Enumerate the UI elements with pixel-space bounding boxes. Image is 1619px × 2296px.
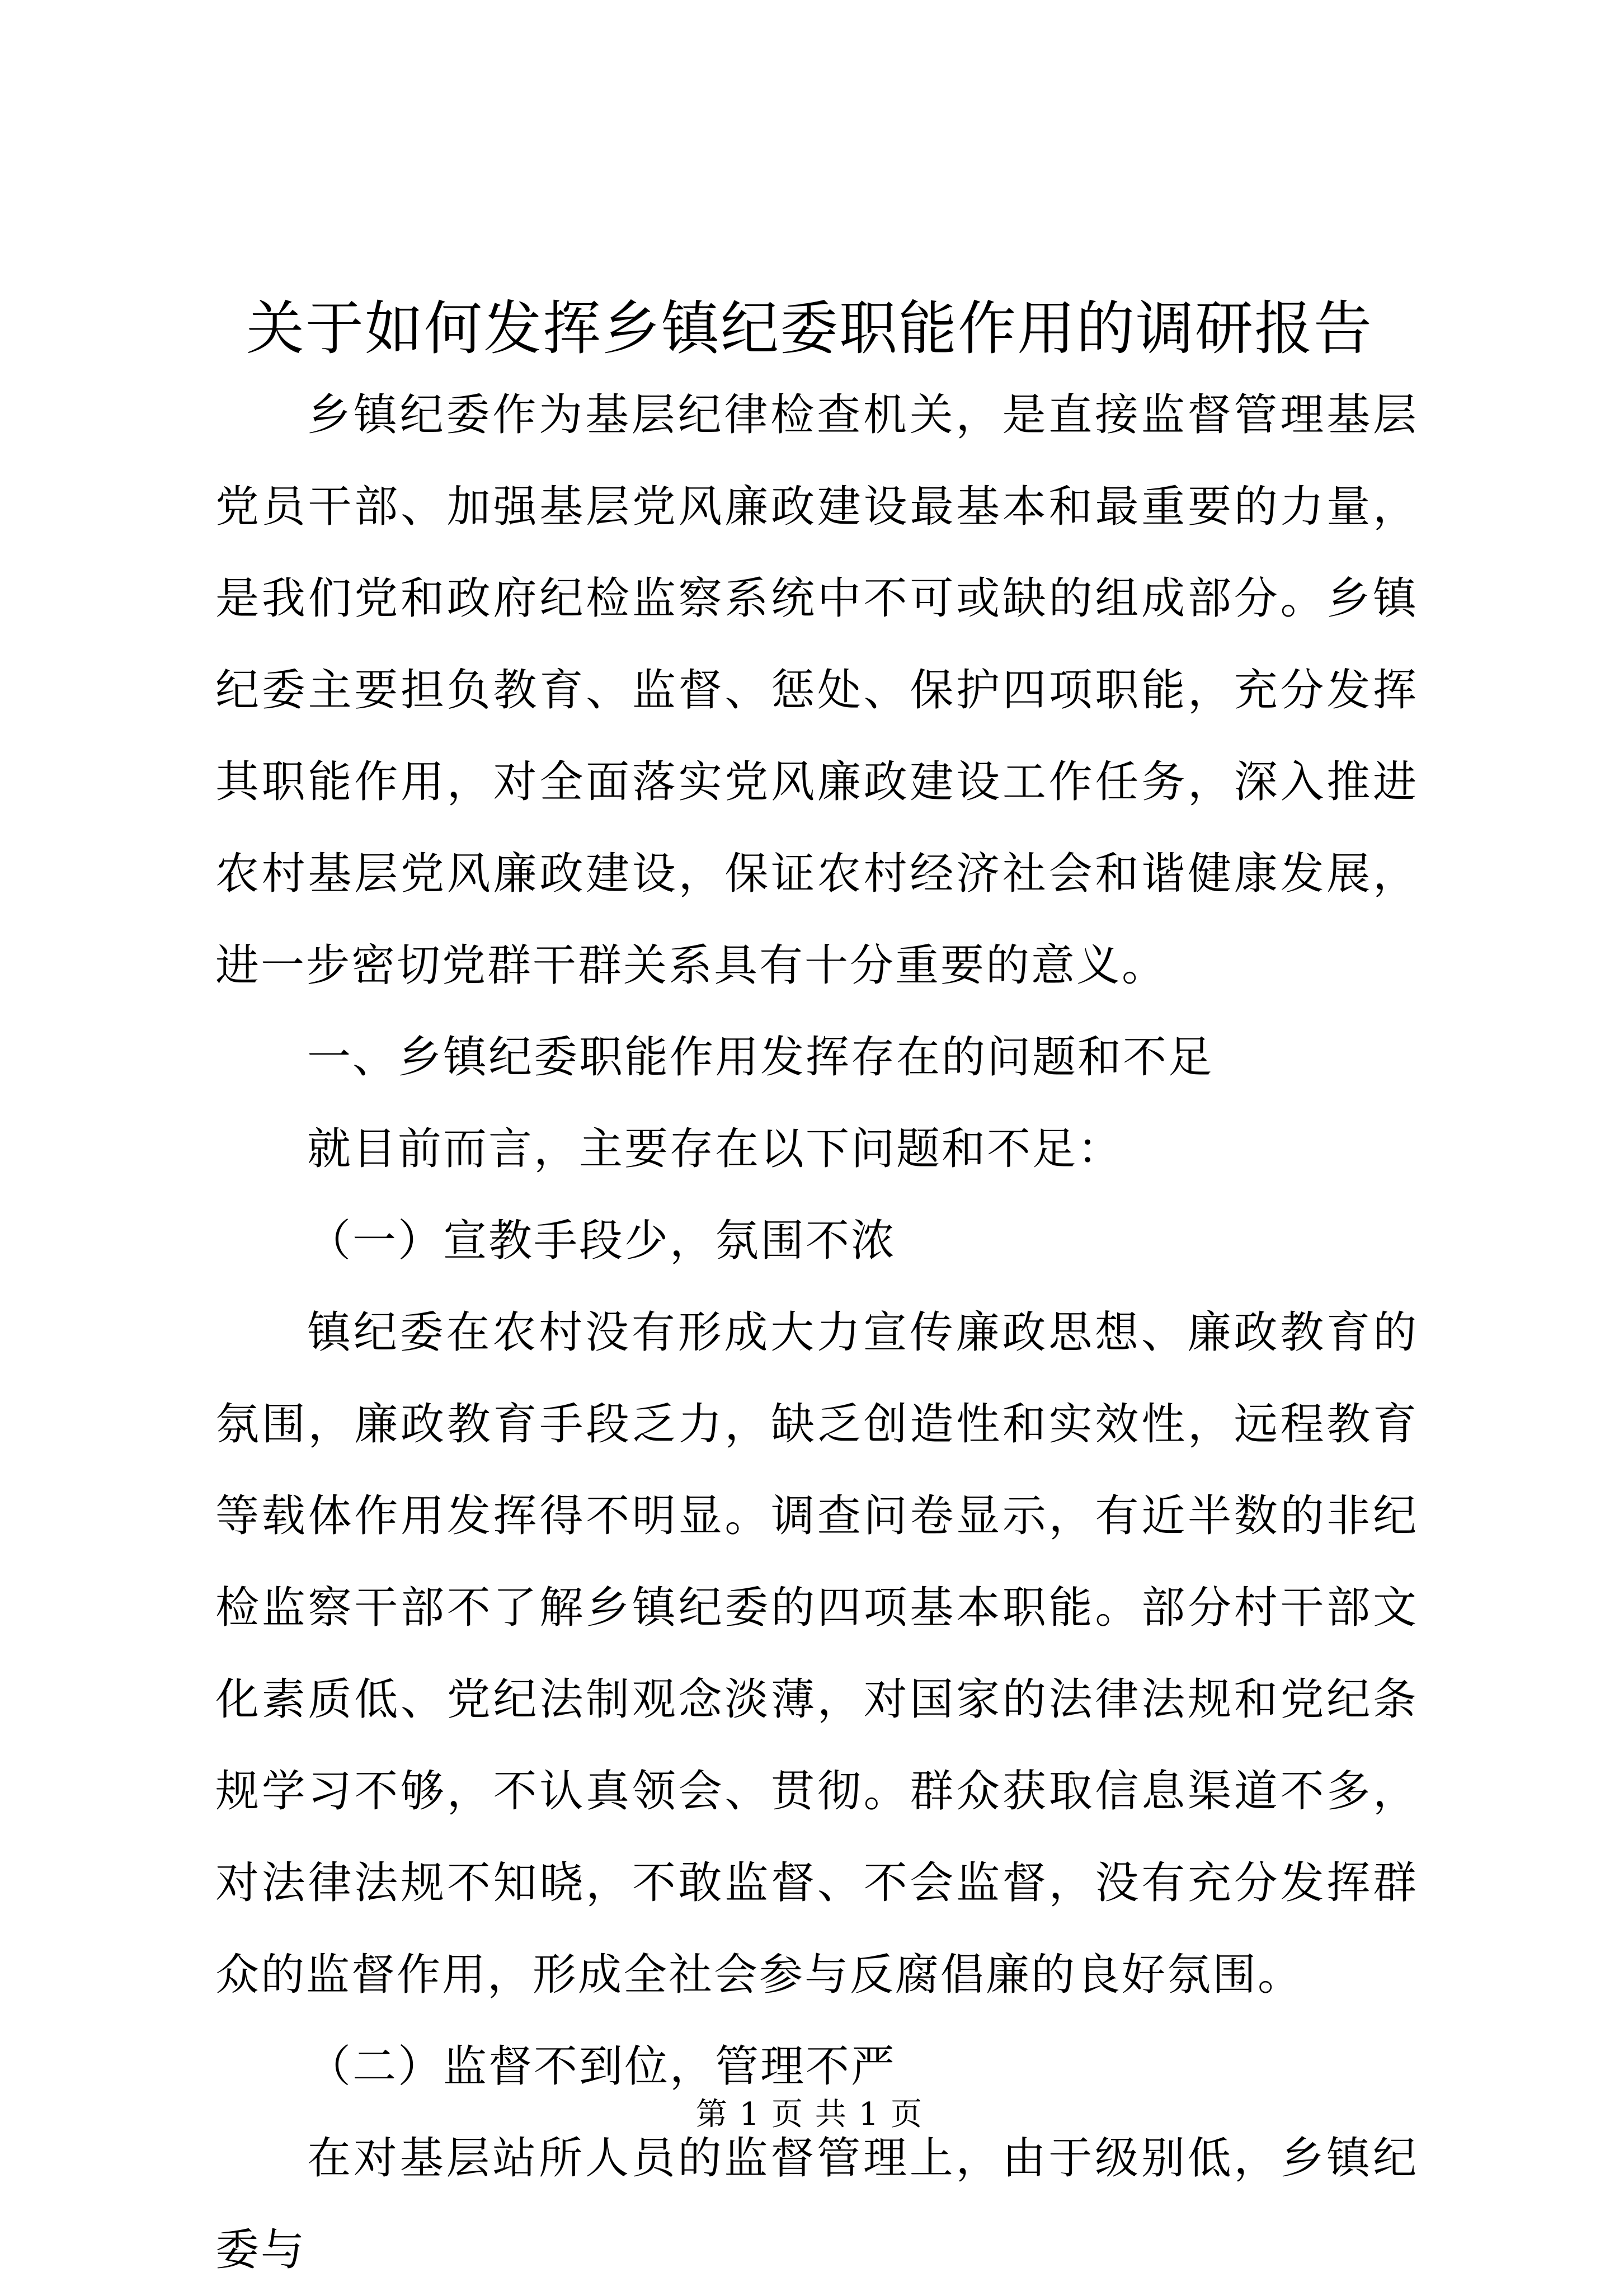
subsection-heading-1: （一）宣教手段少，氛围不浓 [307, 1216, 897, 1266]
page-footer: 第 1 页 共 1 页 [695, 2096, 924, 2133]
section-heading-1: 一、乡镇纪委职能作用发挥存在的问题和不足 [307, 1032, 1214, 1083]
subsection-heading-2: （二）监督不到位，管理不严 [307, 2041, 897, 2092]
paragraph-subsection-2: 在对基层站所人员的监督管理上，由于级别低，乡镇纪委与 [215, 2133, 1418, 2275]
paragraph-summary: 就目前而言，主要存在以下问题和不足： [307, 1124, 1123, 1174]
paragraph-subsection-1: 镇纪委在农村没有形成大力宣传廉政思想、廉政教育的氛围，廉政教育手段乏力，缺乏创造性和实效性，远程教育等载体作用发挥得不明显。调查问卷显示，有近半数的非纪检监察干部不了解乡镇纪委的四项基本职能。部分村干部文化素质低、党纪法制观念淡薄，对国家的法律法规和党纪条规学习不够，不认真领会、贯彻。群众获取信息渠道不多，对法律法规不知晓，不敢监督、不会监督，没有充分发挥群众的监督作用，形成全社会参与反腐倡廉的良好氛围。 [215, 1307, 1418, 2000]
paragraph-intro: 乡镇纪委作为基层纪律检查机关，是直接监督管理基层党员干部、加强基层党风廉政建设最基本和最重要的力量，是我们党和政府纪检监察系统中不可或缺的组成部分。乡镇纪委主要担负教育、监督、惩处、保护四项职能，充分发挥其职能作用，对全面落实党风廉政建设工作任务，深入推进农村基层党风廉政建设，保证农村经济社会和谐健康发展，进一步密切党群干群关系具有十分重要的意义。 [215, 390, 1418, 991]
document-title: 关于如何发挥乡镇纪委职能作用的调研报告 [246, 294, 1373, 363]
document-body [215, 369, 1418, 2296]
